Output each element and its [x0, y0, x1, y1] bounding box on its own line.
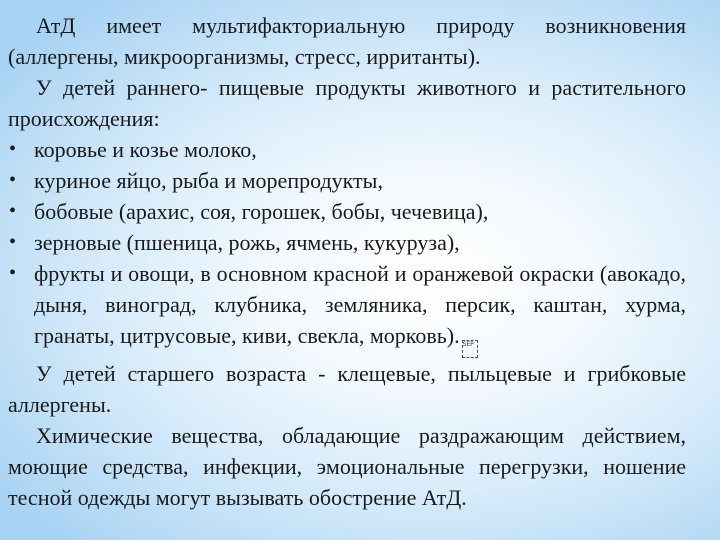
- list-item: [8, 196, 686, 227]
- list-item: [8, 258, 686, 358]
- list-item: [8, 227, 686, 258]
- bullet-icon: •: [9, 231, 17, 253]
- food-allergen-list: [8, 134, 686, 358]
- separator-glyph-label: SEP: [462, 341, 474, 348]
- bullet-icon: •: [9, 138, 17, 160]
- list-item: [8, 134, 686, 165]
- list-item-text: бобовые (арахис, соя, горошек, бобы, чечевица),: [34, 199, 489, 224]
- list-item-text: зерновые (пшеница, рожь, ячмень, кукуруза),: [34, 230, 460, 255]
- bullet-icon: •: [9, 262, 17, 284]
- list-item-text: куриное яйцо, рыба и морепродукты,: [34, 168, 383, 193]
- list-item-text: фрукты и овощи, в основном красной и оранжевой окраски (авокадо, дыня, виноград, клубника, земляника, персик, каштан, хурма, гранаты, цитрусовые, киви, свекла, морковь).: [34, 261, 686, 348]
- paragraph-older-children: У детей старшего возраста - клещевые, пыльцевые и грибковые аллергены.: [8, 361, 686, 417]
- bullet-icon: •: [9, 169, 17, 191]
- separator-glyph-icon: [462, 340, 478, 358]
- paragraph-triggers: Химические вещества, обладающие раздражающим действием, моющие средства, инфекции, эмоциональные перегрузки, ношение тесной одежды могут вызывать обострение АтД.: [8, 423, 686, 510]
- bullet-icon: •: [9, 200, 17, 222]
- list-item-text: коровье и козье молоко,: [34, 137, 257, 162]
- paragraph-intro: АтД имеет мультифакториальную природу возникновения (аллергены, микроорганизмы, стресс, ирританты).: [8, 13, 686, 69]
- list-item: [8, 165, 686, 196]
- slide-text-body: [8, 10, 686, 513]
- paragraph-young-children: У детей раннего- пищевые продукты животного и растительного происхождения:: [8, 75, 686, 131]
